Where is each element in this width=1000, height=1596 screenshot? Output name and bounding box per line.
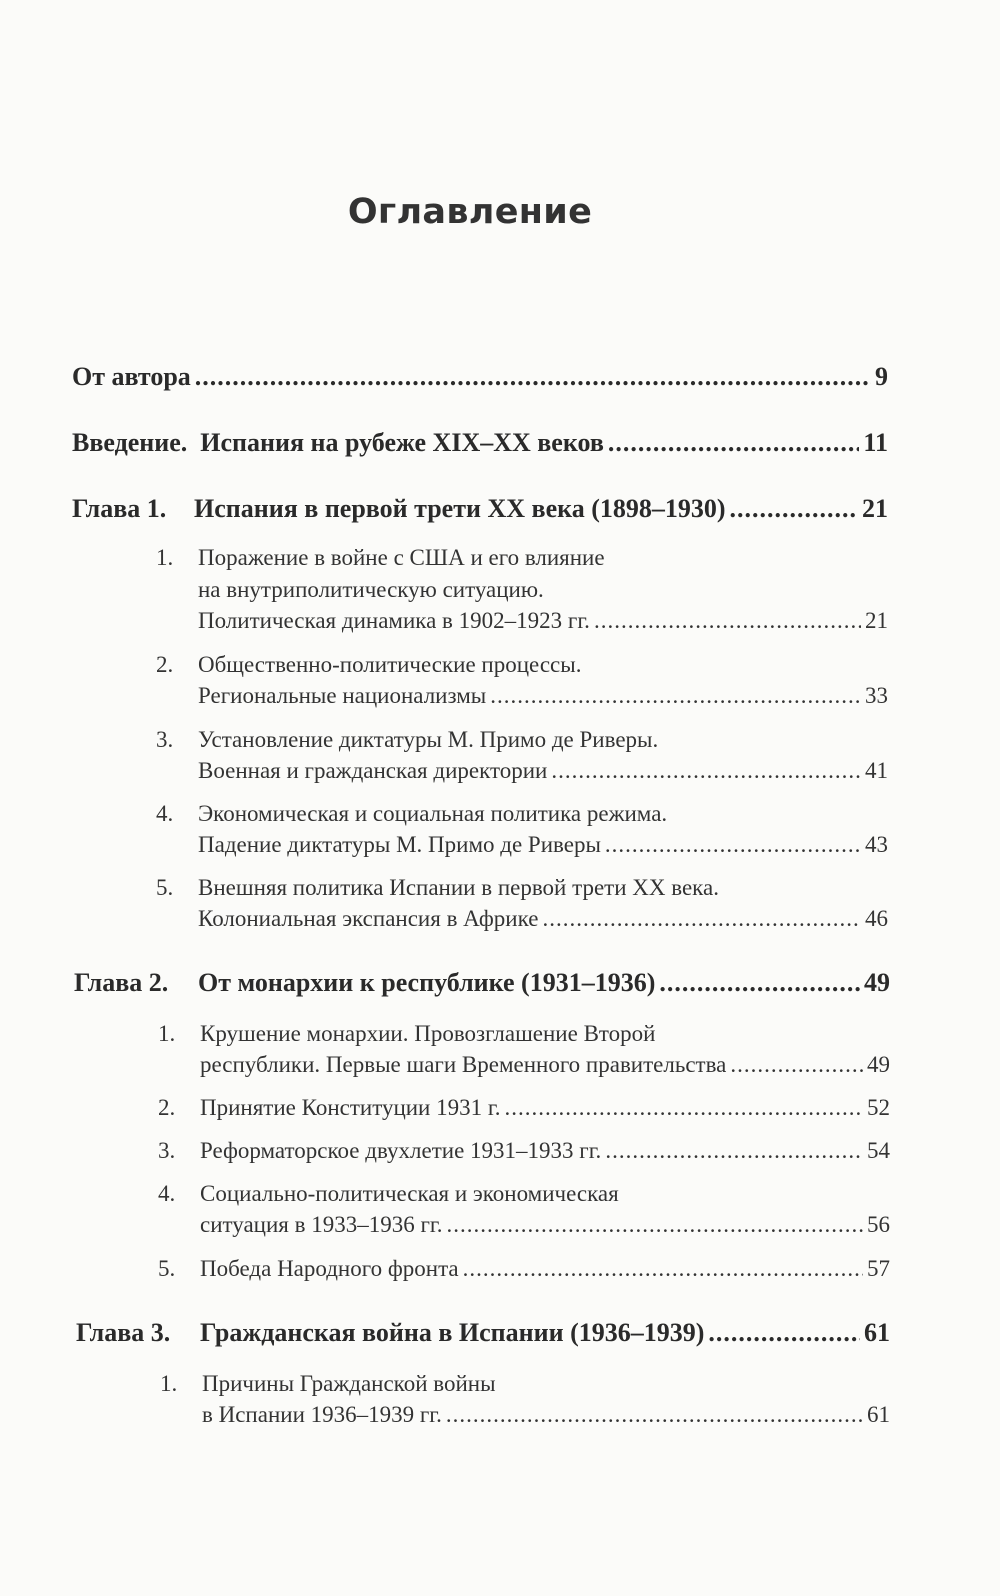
leader-dots [463,1256,863,1282]
leader-dots [605,1138,863,1164]
page-number: 57 [867,1256,890,1281]
section-text-line: республики. Первые шаги Временного правительства [200,1052,727,1077]
section-number: 2. [158,1095,176,1120]
leader-dots [730,1052,863,1078]
page-number: 21 [862,494,888,523]
page-number: 43 [865,832,888,857]
section-text-line: Политическая динамика в 1902–1923 гг. [198,608,590,633]
section-number: 2. [156,652,174,677]
toc-entry-intro[interactable] [72,428,888,458]
section-text-line: Колониальная экспансия в Африке [198,906,539,931]
leader-dots [490,683,861,709]
page-number: 46 [865,906,888,931]
section-text-line: Крушение монархии. Провозглашение Второй [200,1021,656,1046]
leader-dots [446,1402,863,1428]
section-text-line: Падение диктатуры М. Примо де Риверы [198,832,601,857]
page-number: 21 [865,608,888,633]
section-number: 1. [158,1021,176,1046]
section-number: 5. [156,875,174,900]
section-number: 3. [158,1138,176,1163]
section-text-line: Общественно-политические процессы. [198,652,582,677]
chapter-label: Глава 3. [76,1318,171,1347]
toc-entry-chapter-1[interactable] [72,494,888,524]
leader-dots [542,906,861,932]
page-number: 54 [867,1138,890,1163]
chapter-label: Глава 2. [74,968,169,997]
leader-dots [504,1095,863,1121]
page-number: 9 [875,362,888,391]
leader-dots [594,608,861,634]
section-text-line: на внутриполитическую ситуацию. [198,577,544,602]
leader-dots [605,832,861,858]
toc-entry-section[interactable] [198,683,888,709]
page-number: 56 [867,1212,890,1237]
section-text-line: Внешняя политика Испании в первой трети XX века. [198,875,719,900]
toc-entry-chapter-3[interactable] [76,1318,890,1348]
section-text-line: Реформаторское двухлетие 1931–1933 гг. [200,1138,602,1163]
toc-entry-section[interactable] [200,1212,890,1238]
page-number: 11 [863,428,888,457]
section-text-line: Экономическая и социальная политика режима. [198,801,668,826]
toc-entry-section[interactable] [200,1095,890,1121]
section-text-line: Региональные национализмы [198,683,487,708]
section-number: 1. [156,545,174,570]
section-number: 5. [158,1256,176,1281]
section-text-line: Социально-политическая и экономическая [200,1181,619,1206]
leader-dots [551,758,861,784]
leader-dots [730,494,858,524]
toc-entry-section[interactable] [198,608,888,634]
section-text-line: Поражение в войне с США и его влияние [198,545,605,570]
toc-entry-section[interactable] [198,832,888,858]
section-text-line: Установление диктатуры М. Примо де Риверы. [198,727,659,752]
entry-title: Введение. Испания на рубеже XIX–XX веков [72,428,604,457]
page-number: 49 [864,968,890,997]
leader-dots [608,428,860,458]
entry-title: От автора [72,362,191,391]
section-number: 4. [156,801,174,826]
entry-title: От монархии к республике (1931–1936) [198,968,656,997]
toc-entry-section[interactable] [200,1256,890,1282]
page-number: 61 [867,1402,890,1427]
toc-entry-section[interactable] [198,906,888,932]
page-number: 49 [867,1052,890,1077]
section-text-line: ситуация в 1933–1936 гг. [200,1212,443,1237]
page-number: 33 [865,683,888,708]
leader-dots [195,362,871,392]
page-number: 41 [865,758,888,783]
section-number: 3. [156,727,174,752]
section-text-line: в Испании 1936–1939 гг. [202,1402,442,1427]
toc-entry-section[interactable] [202,1402,890,1428]
section-text-line: Военная и гражданская директории [198,758,548,783]
page-title: Оглавление [347,192,593,232]
leader-dots [708,1318,860,1348]
leader-dots [659,968,860,998]
toc-entry-section[interactable] [200,1138,890,1164]
entry-title: Гражданская война в Испании (1936–1939) [200,1318,705,1347]
toc-entry-section[interactable] [200,1052,890,1078]
page-number: 52 [867,1095,890,1120]
section-text-line: Причины Гражданской войны [202,1371,496,1396]
page-number: 61 [864,1318,890,1347]
section-number: 1. [160,1371,178,1396]
toc-entry-chapter-2[interactable] [74,968,890,998]
section-text-line: Победа Народного фронта [200,1256,459,1281]
toc-entry-author[interactable] [72,362,888,392]
toc-entry-section[interactable] [198,758,888,784]
chapter-label: Глава 1. [72,494,167,523]
leader-dots [447,1212,864,1238]
section-number: 4. [158,1181,176,1206]
section-text-line: Принятие Конституции 1931 г. [200,1095,501,1120]
entry-title: Испания в первой трети XX века (1898–1930) [194,494,726,523]
